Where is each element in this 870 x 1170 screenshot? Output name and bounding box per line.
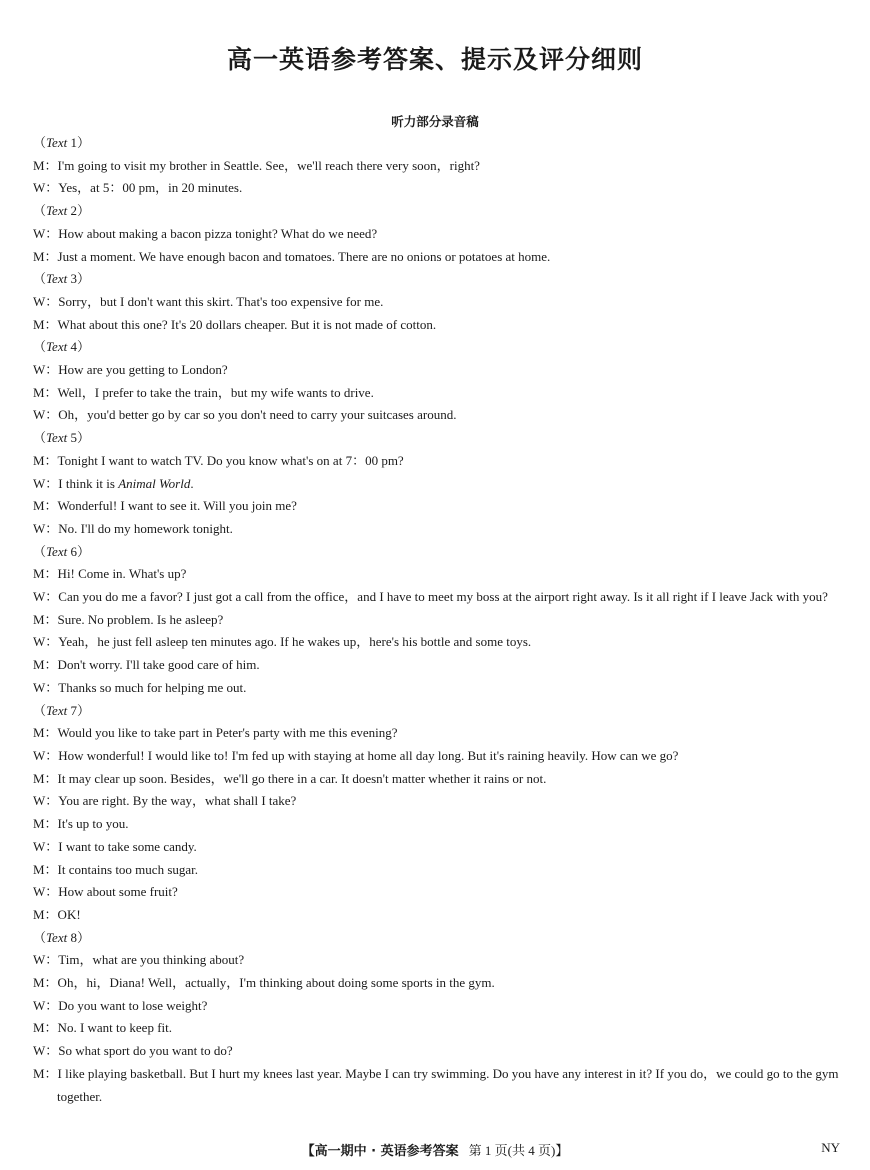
dialogue-line: M：Oh，hi，Diana! Well，actually，I'm thinking about doing some sports in the gym.: [33, 975, 495, 991]
text-heading: [33, 336, 845, 359]
dialogue-line: W：Tim，what are you thinking about?: [33, 952, 245, 968]
text-heading-prefix: （: [33, 271, 47, 287]
text-heading-number: 1）: [67, 135, 90, 150]
dialogue-line: W：Can you do me a favor? I just got a call from the office，and I have to meet my boss at the airport right away. Is it all right if I leave Jack with you?: [33, 589, 828, 605]
text-heading-prefix: （: [33, 702, 47, 718]
dialogue-line: M：What about this one? It's 20 dollars cheaper. But it is not made of cotton.: [33, 316, 437, 332]
section-title: 听力部分录音稿: [391, 114, 479, 129]
text-heading-prefix: （: [33, 203, 47, 219]
dialogue-line: M：Tonight I want to watch TV. Do you know what's on at 7：00 pm?: [33, 452, 404, 468]
text-heading: [33, 427, 845, 450]
text-heading-number: 4）: [67, 339, 90, 355]
page-title: 高一英语参考答案、提示及评分细则: [226, 45, 643, 74]
text-heading-prefix: （: [33, 543, 47, 559]
text-heading: [33, 700, 845, 723]
text-heading-prefix: （: [33, 339, 47, 355]
page-footer: [0, 1140, 870, 1159]
dialogue-line: [33, 473, 845, 496]
dialogue-line: M：Hi! Come in. What's up?: [33, 566, 187, 582]
text-heading: [33, 268, 845, 291]
text-heading-prefix: （: [33, 430, 47, 446]
text-heading-label: Text: [46, 543, 68, 559]
dialogue-line: W：I want to take some candy.: [33, 838, 197, 854]
text-heading-number: 6）: [67, 543, 90, 559]
dialogue-line: W：How wonderful! I would like to! I'm fed up with staying at home all day long. But it's raining heavily. How can we go?: [33, 747, 679, 763]
transcript: [33, 132, 845, 1108]
text-heading: [33, 132, 845, 155]
dialogue-line: W：Oh，you'd better go by car so you don't need to carry your suitcases around.: [33, 407, 457, 423]
text-heading-number: 3）: [67, 271, 90, 287]
dialogue-line: W：Yeah，he just fell asleep ten minutes ago. If he wakes up，here's his bottle and some toys.: [33, 634, 532, 650]
dialogue-line: W：Sorry，but I don't want this skirt. That's too expensive for me.: [33, 293, 384, 309]
text-heading-label: Text: [46, 929, 68, 945]
text-heading: [33, 200, 845, 223]
dialogue-text: .: [190, 475, 194, 491]
dialogue-line: M：It contains too much sugar.: [33, 861, 199, 877]
dialogue-line: M：No. I want to keep fit.: [33, 1020, 173, 1036]
text-heading-label: Text: [46, 271, 68, 287]
dialogue-line: W：You are right. By the way，what shall I take?: [33, 793, 297, 809]
dialogue-line: W：How about making a bacon pizza tonight? What do we need?: [33, 225, 378, 241]
dialogue-line: M：Would you like to take part in Peter's party with me this evening?: [33, 725, 398, 741]
text-heading-number: 7）: [67, 702, 90, 718]
text-heading: [33, 927, 845, 950]
footer-label: 【高一期中 · 英语参考答案: [301, 1144, 459, 1159]
dialogue-line: W：How about some fruit?: [33, 884, 178, 900]
text-heading-label: Text: [46, 203, 68, 219]
dialogue-line: M：Just a moment. We have enough bacon and tomatoes. There are no onions or potatoes at home.: [33, 248, 551, 264]
dialogue-line: W：Do you want to lose weight?: [33, 997, 208, 1013]
text-heading-label: Text: [46, 339, 68, 355]
text-heading-prefix: （: [33, 929, 47, 945]
text-heading-label: Text: [46, 702, 68, 718]
dialogue-line: W：How are you getting to London?: [33, 362, 228, 378]
text-heading-number: 2）: [67, 203, 90, 219]
dialogue-line: M：I like playing basketball. But I hurt my knees last year. Maybe I can try swimming. Do you have any interest in it? If you do，we could go to the gym together.: [33, 1065, 839, 1104]
dialogue-line: M：Sure. No problem. Is he asleep?: [33, 611, 224, 627]
text-heading-label: Text: [46, 430, 68, 446]
dialogue-line: W：No. I'll do my homework tonight.: [33, 520, 233, 536]
text-heading-label: Text: [46, 135, 68, 150]
dialogue-text: W：I think it is: [33, 475, 119, 491]
dialogue-line: M：Well，I prefer to take the train，but my wife wants to drive.: [33, 384, 374, 400]
footer-code: NY: [821, 1140, 840, 1155]
dialogue-line: M：It may clear up soon. Besides，we'll go there in a car. It doesn't matter whether it rains or not.: [33, 770, 547, 786]
dialogue-line: M：Don't worry. I'll take good care of him.: [33, 657, 260, 673]
dialogue-line: M：OK!: [33, 906, 81, 922]
dialogue-line: M：Wonderful! I want to see it. Will you join me?: [33, 498, 297, 514]
text-heading-prefix: （: [33, 135, 47, 150]
dialogue-line: M：It's up to you.: [33, 816, 129, 832]
dialogue-line: W：Thanks so much for helping me out.: [33, 679, 247, 695]
footer-page-number: 第 1 页(共 4 页)】: [468, 1143, 569, 1158]
dialogue-line: W：So what sport do you want to do?: [33, 1043, 233, 1059]
text-heading: [33, 541, 845, 564]
dialogue-line: W：Yes，at 5：00 pm，in 20 minutes.: [33, 180, 243, 196]
dialogue-italic-title: Animal World: [118, 475, 191, 491]
text-heading-number: 5）: [67, 430, 90, 446]
dialogue-line: M：I'm going to visit my brother in Seattle. See，we'll reach there very soon，right?: [33, 157, 480, 173]
text-heading-number: 8）: [67, 929, 90, 945]
